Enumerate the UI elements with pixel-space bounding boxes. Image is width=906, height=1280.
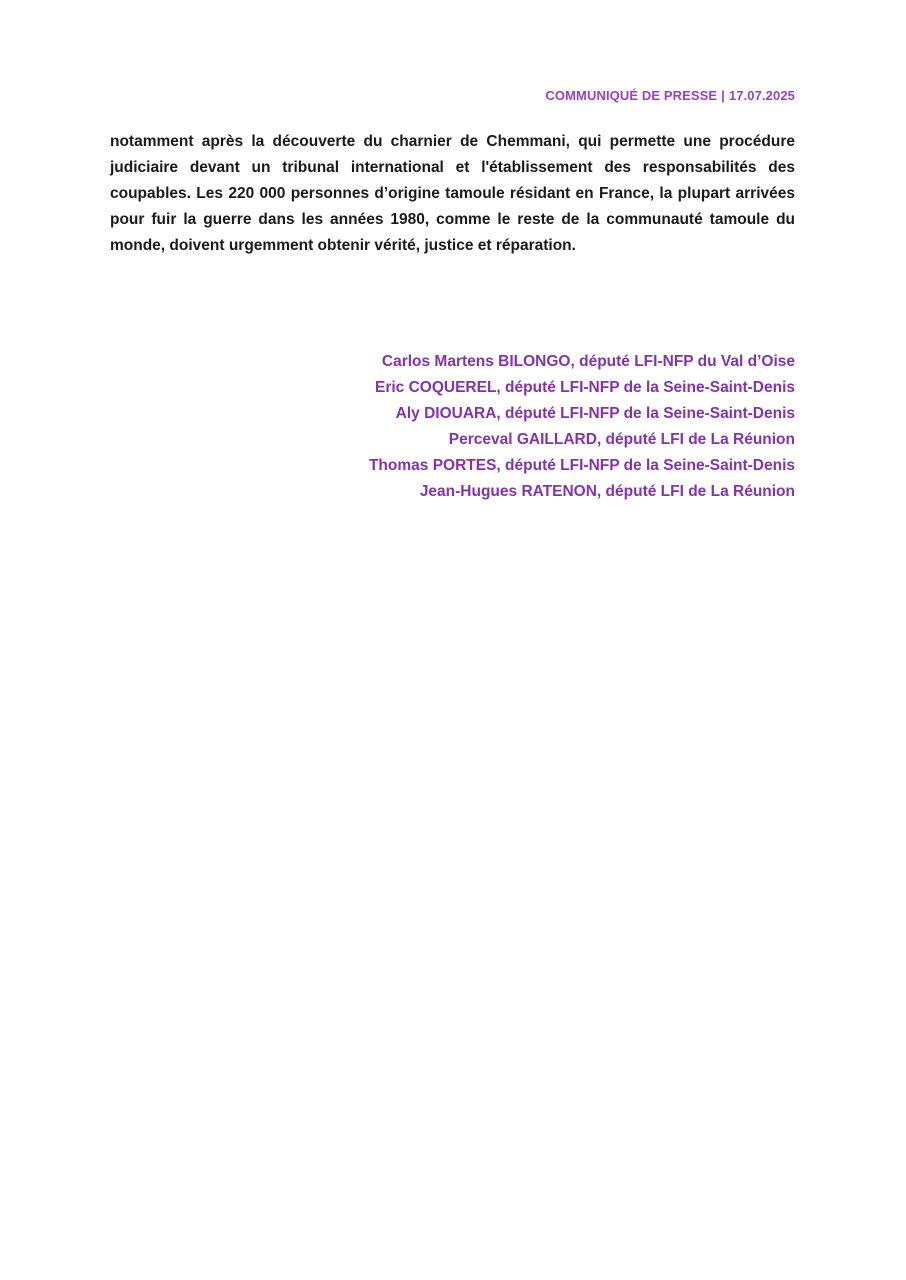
- press-release-date: 17.07.2025: [728, 88, 795, 103]
- signatory-line: Jean-Hugues RATENON, député LFI de La Réunion: [419, 483, 795, 500]
- signatory-line: Carlos Martens BILONGO, député LFI-NFP du Val d’Oise: [381, 353, 795, 370]
- signatory-line: Eric COQUEREL, député LFI-NFP de la Seine-Saint-Denis: [374, 379, 795, 396]
- signatories-list: [195, 349, 795, 505]
- press-release-label: COMMUNIQUÉ DE PRESSE: [545, 88, 718, 103]
- signatory-line: Aly DIOUARA, député LFI-NFP de la Seine-Saint-Denis: [395, 405, 795, 422]
- press-release-header: [545, 88, 795, 103]
- signatory-line: Thomas PORTES, député LFI-NFP de la Seine-Saint-Denis: [368, 457, 795, 474]
- signatory-line: Perceval GAILLARD, député LFI de La Réunion: [448, 431, 795, 448]
- header-separator: |: [721, 88, 725, 103]
- body-paragraph: notamment après la découverte du charnier de Chemmani, qui permette une procédure judiciaire devant un tribunal international et l'établissement des responsabilités des coupables. Les 220 000 personnes d’origine tamoule résidant en France, la plupart arrivées pour fuir la guerre dans les années 1980, comme le reste de la communauté tamoule du monde, doivent urgemment obtenir vérité, justice et réparation.: [110, 133, 795, 254]
